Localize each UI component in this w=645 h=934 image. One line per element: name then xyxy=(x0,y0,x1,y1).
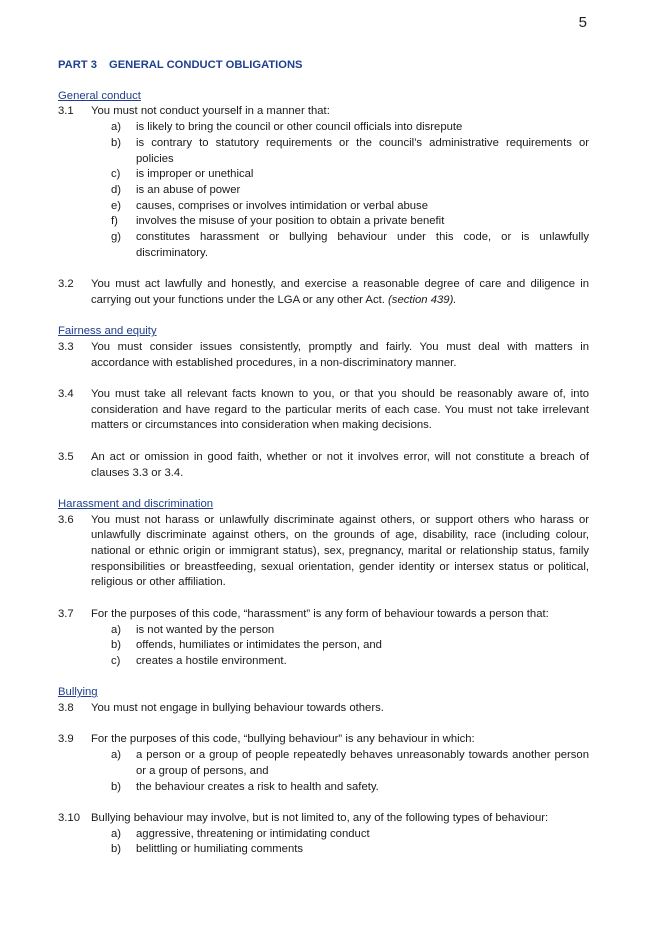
list-item-text: is not wanted by the person xyxy=(136,623,275,636)
clause-3-6 xyxy=(58,513,589,592)
list-letter: e) xyxy=(111,199,122,212)
section-title-harassment: Harassment and discrimination xyxy=(58,497,214,510)
list-letter: c) xyxy=(111,654,121,667)
list-item xyxy=(111,748,589,779)
list-item-text: creates a hostile environment. xyxy=(136,654,287,667)
part-heading xyxy=(58,58,589,74)
clause-number: 3.8 xyxy=(58,702,74,715)
list-item xyxy=(111,199,589,215)
list-item-text: a person or a group of people repeatedly behaves unreasonably towards another person or a group of persons, and xyxy=(136,749,589,777)
part-title: GENERAL CONDUCT OBLIGATIONS xyxy=(109,59,303,71)
list-letter: b) xyxy=(111,136,122,149)
part-number: PART 3 xyxy=(58,59,97,71)
list-item-text: involves the misuse of your position to obtain a private benefit xyxy=(136,215,445,228)
clause-3-4 xyxy=(58,387,589,434)
list-letter: c) xyxy=(111,168,121,181)
clause-text: You must not engage in bullying behaviour towards others. xyxy=(91,702,384,715)
clause-text xyxy=(91,277,589,308)
list-item-text: belittling or humiliating comments xyxy=(136,843,304,856)
list-letter: b) xyxy=(111,780,122,793)
list-letter: b) xyxy=(111,639,122,652)
clause-text: For the purposes of this code, “bullying behaviour” is any behaviour in which: xyxy=(91,733,475,746)
clause-number: 3.5 xyxy=(58,450,74,463)
list-letter: a) xyxy=(111,121,122,134)
list-letter: d) xyxy=(111,183,122,196)
clause-text: For the purposes of this code, “harassment” is any form of behaviour towards a person that: xyxy=(91,607,549,620)
list-item-text: causes, comprises or involves intimidation or verbal abuse xyxy=(136,199,428,212)
clause-3-8 xyxy=(58,701,589,717)
list-item-text: constitutes harassment or bullying behaviour under this code, or is unlawfully discriminatory. xyxy=(136,231,589,259)
clause-text: An act or omission in good faith, whether or not it involves error, will not constitute a breach of clauses 3.3 or 3.4. xyxy=(91,450,589,479)
clause-3-3 xyxy=(58,340,589,371)
clause-3-9 xyxy=(58,732,589,748)
clause-3-10 xyxy=(58,811,589,827)
clause-text: You must not harass or unlawfully discriminate against others, or support others who harass or unlawfully discriminate against others, on the grounds of age, disability, race (including colour, national or ethnic origin or immigrant status), sex, pregnancy, marital or relationship status, family responsibilities or breastfeeding, sexual orientation, gender identity or intersex status or political, religious or other affiliation. xyxy=(91,513,589,589)
list-letter: a) xyxy=(111,623,122,636)
section-title-fairness-equity: Fairness and equity xyxy=(58,325,157,338)
list-item xyxy=(111,214,589,230)
list-item xyxy=(111,230,589,261)
list-item-text: aggressive, threatening or intimidating conduct xyxy=(136,827,370,840)
list-item-text: is likely to bring the council or other council officials into disrepute xyxy=(136,121,463,134)
list-item xyxy=(111,167,589,183)
clause-body: You must act lawfully and honestly, and exercise a reasonable degree of care and diligence in carrying out your functions under the LGA or any other Act. xyxy=(91,278,589,306)
clause-3-5 xyxy=(58,450,589,481)
list-letter: a) xyxy=(111,749,122,762)
list-item-text: is an abuse of power xyxy=(136,183,241,196)
clause-number: 3.6 xyxy=(58,513,74,526)
list-item-text: is improper or unethical xyxy=(136,168,254,181)
clause-3-9-list xyxy=(58,748,589,795)
list-item-text: the behaviour creates a risk to health and safety. xyxy=(136,780,379,793)
page-number: 5 xyxy=(578,14,587,31)
list-item xyxy=(111,638,589,654)
clause-3-10-list xyxy=(58,827,589,858)
list-letter: g) xyxy=(111,231,122,244)
list-item xyxy=(111,827,589,843)
clause-3-2 xyxy=(58,277,589,308)
section-reference: (section 439). xyxy=(388,293,457,306)
list-item xyxy=(111,136,589,167)
clause-3-7 xyxy=(58,607,589,623)
clause-3-7-list xyxy=(58,623,589,670)
list-item-text: is contrary to statutory requirements or the council’s administrative requirements or policies xyxy=(136,136,589,165)
clause-text: You must take all relevant facts known to you, or that you should be reasonably aware of, into consideration and have regard to the particular merits of each case. You must not take irrelevant matters or circumstances into consideration when making decisions. xyxy=(91,388,589,432)
clause-number: 3.7 xyxy=(58,607,74,620)
clause-text: You must not conduct yourself in a manner that: xyxy=(91,105,330,118)
clause-text: Bullying behaviour may involve, but is not limited to, any of the following types of behaviour: xyxy=(91,811,549,824)
clause-number: 3.2 xyxy=(58,278,74,291)
list-letter: a) xyxy=(111,827,122,840)
list-letter: b) xyxy=(111,843,122,856)
clause-number: 3.4 xyxy=(58,388,74,401)
document-body xyxy=(58,58,589,858)
section-title-general-conduct: General conduct xyxy=(58,89,141,102)
clause-3-1-list xyxy=(58,120,589,261)
list-item xyxy=(111,654,589,670)
list-item xyxy=(111,120,589,136)
list-item xyxy=(111,183,589,199)
clause-number: 3.9 xyxy=(58,733,74,746)
section-title-bullying: Bullying xyxy=(58,686,98,699)
clause-number: 3.1 xyxy=(58,105,74,118)
clause-3-1 xyxy=(58,104,589,120)
list-item xyxy=(111,780,589,796)
clause-number: 3.10 xyxy=(58,811,80,824)
clause-text: You must consider issues consistently, promptly and fairly. You must deal with matters in accordance with established procedures, in a non-discriminatory manner. xyxy=(91,340,589,369)
list-item xyxy=(111,623,589,639)
list-item-text: offends, humiliates or intimidates the person, and xyxy=(136,639,382,652)
list-item xyxy=(111,842,589,858)
list-letter: f) xyxy=(111,215,118,228)
clause-number: 3.3 xyxy=(58,340,74,353)
